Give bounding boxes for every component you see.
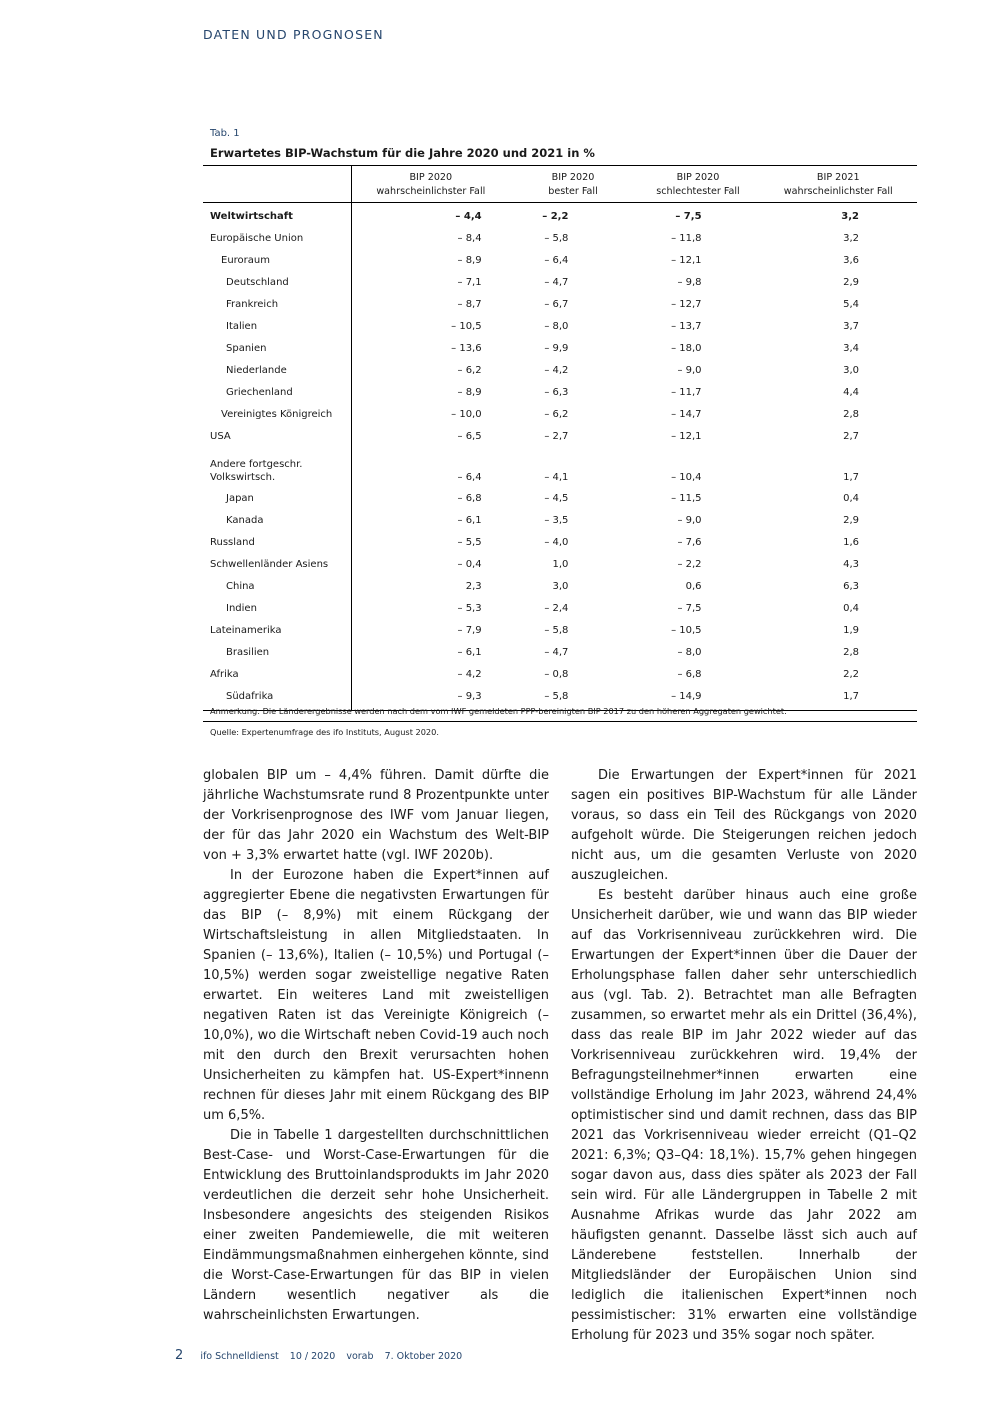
value-cell: 3,4	[843, 343, 859, 355]
country-name: Lateinamerika	[210, 625, 282, 637]
value-cell: 2,8	[843, 409, 859, 421]
note-divider	[203, 721, 917, 722]
value-cell: – 12,7	[671, 298, 702, 310]
value-cell: – 7,6	[677, 536, 702, 548]
value-cell: – 6,3	[544, 387, 569, 399]
value-cell: – 8,7	[457, 298, 482, 310]
publication-name: ifo Schnelldienst	[200, 1351, 279, 1362]
value-cell: 6,3	[843, 580, 859, 592]
value-cell: – 12,1	[671, 254, 702, 266]
value-cell: 3,0	[843, 365, 859, 377]
country-name: Russland	[210, 536, 255, 548]
value-cell: – 9,0	[677, 365, 702, 377]
value-cell: – 10,0	[451, 409, 482, 421]
country-name: Japan	[226, 492, 254, 504]
table-source: Quelle: Expertenumfrage des ifo Instituts, August 2020.	[210, 727, 439, 737]
value-cell: – 4,0	[544, 536, 569, 548]
value-cell: – 7,5	[675, 210, 702, 222]
table-row	[203, 271, 917, 293]
country-name: Indien	[226, 603, 257, 615]
country-name: Andere fortgeschr.	[210, 459, 303, 471]
value-cell: – 2,4	[544, 603, 569, 615]
table-row	[203, 642, 917, 664]
country-cell	[203, 315, 352, 337]
table-row	[203, 249, 917, 271]
table-header-row	[203, 166, 917, 203]
country-name: Europäische Union	[210, 232, 304, 244]
country-name: Schwellenländer Asiens	[210, 558, 329, 570]
value-cell: – 14,9	[636, 686, 759, 711]
table-row	[203, 338, 917, 360]
value-cell: – 11,5	[671, 492, 702, 504]
country-cell	[203, 271, 352, 293]
value-cell: 5,4	[843, 298, 859, 310]
value-cell: – 6,8	[457, 492, 482, 504]
publication-date: 7. Oktober 2020	[384, 1351, 463, 1362]
value-cell: – 4,7	[544, 276, 569, 288]
country-name: Weltwirtschaft	[210, 210, 293, 222]
body-column-right	[571, 766, 917, 1346]
country-cell	[203, 360, 352, 382]
page-footer	[175, 1348, 470, 1363]
value-cell: – 0,4	[457, 558, 482, 570]
country-cell	[203, 598, 352, 620]
value-cell: – 9,3	[352, 686, 510, 711]
country-name: Italien	[226, 321, 258, 333]
table-row	[203, 664, 917, 686]
header-col-2: BIP 2020 bester Fall	[510, 166, 637, 203]
value-cell: – 11,8	[671, 232, 702, 244]
paragraph: Die in Tabelle 1 dargestellten durchschnittlichen Best-Case- und Worst-Case-Erwartungen für die Entwicklung des Bruttoinlandsprodukts im Jahr 2020 verdeutlichen die derzeit sehr hohe Unsicherheit. Insbesondere angesichts des steigenden Risikos einer zweiten Pandemiewelle, die mit weiteren Eindämmungsmaßnahmen einhergehen könnte, sind die Worst-Case-Erwartungen für das BIP in vielen Ländern wesentlich negativer als die wahrscheinlichsten Erwartungen.	[203, 1128, 549, 1323]
value-cell: – 9,0	[677, 514, 702, 526]
table-note: Anmerkung: Die Länderergebnisse werden nach dem vom IWF gemeldeten PPP-bereinigten BIP 2017 zu den höheren Aggregaten gewichtet.	[210, 706, 787, 716]
value-cell: – 7,9	[457, 625, 482, 637]
value-cell: – 5,8	[510, 686, 637, 711]
value-cell: – 4,2	[457, 669, 482, 681]
value-cell: – 6,7	[544, 298, 569, 310]
value-cell: 2,3	[465, 580, 482, 592]
value-cell: – 5,8	[544, 232, 569, 244]
country-cell	[203, 531, 352, 553]
table-label: Tab. 1	[210, 128, 240, 139]
value-cell: – 10,5	[451, 321, 482, 333]
value-cell: 1,7	[760, 686, 917, 711]
value-cell: 2,9	[843, 514, 859, 526]
table-row	[203, 426, 917, 448]
country-cell	[203, 426, 352, 448]
value-cell: 3,2	[843, 232, 859, 244]
country-cell	[203, 509, 352, 531]
country-name: Deutschland	[226, 276, 289, 288]
value-cell: 3,6	[843, 254, 859, 266]
country-name: USA	[210, 431, 231, 443]
value-cell: 0,4	[843, 603, 859, 615]
country-cell	[203, 203, 352, 228]
value-cell: – 6,2	[544, 409, 569, 421]
value-cell: – 9,8	[677, 276, 702, 288]
value-cell: – 8,9	[457, 254, 482, 266]
value-cell: – 10,4	[671, 472, 702, 484]
value-cell: – 13,6	[451, 343, 482, 355]
country-name-line2: Volkswirtsch.	[210, 472, 276, 484]
value-cell: – 2,7	[544, 431, 569, 443]
value-cell: 1,6	[843, 536, 859, 548]
value-cell: 0,6	[685, 580, 702, 592]
country-cell	[203, 448, 352, 487]
value-cell: – 6,5	[457, 431, 482, 443]
paragraph: Die Erwartungen der Expert*innen für 2021 sagen ein positives BIP-Wachstum für alle Länder voraus, so dass ein Teil des Rückgangs von 2020 aufgeholt würde. Die Steigerungen reichen jedoch nicht aus, um die gesamten Verluste von 2020 auszugleichen.	[571, 768, 917, 883]
country-name: China	[226, 580, 255, 592]
gdp-growth-table	[203, 165, 917, 711]
value-cell: – 4,2	[544, 365, 569, 377]
country-cell	[203, 338, 352, 360]
value-cell: – 12,1	[671, 431, 702, 443]
country-name: Niederlande	[226, 365, 287, 377]
value-cell: 3,0	[552, 580, 569, 592]
table-row	[203, 315, 917, 337]
header-col-4: BIP 2021 wahrscheinlichster Fall	[760, 166, 917, 203]
table-title: Erwartetes BIP-Wachstum für die Jahre 2020 und 2021 in %	[210, 146, 595, 160]
value-cell: – 7,5	[677, 603, 702, 615]
paragraph: globalen BIP um – 4,4% führen. Damit dürfte die jährliche Wachstumsrate rund 8 Prozentpunkte unter der Vorkrisenprognose des IWF vom Januar liegen, der für das Jahr 2020 ein Wachstum des Welt-BIP von + 3,3% erwartet hatte (vgl. IWF 2020b).	[203, 768, 549, 863]
value-cell: 0,4	[843, 492, 859, 504]
value-cell: – 14,7	[671, 409, 702, 421]
table-row	[203, 448, 917, 487]
value-cell: – 13,7	[671, 321, 702, 333]
table-row	[203, 598, 917, 620]
value-cell: – 5,5	[457, 536, 482, 548]
table-row	[203, 487, 917, 509]
value-cell: – 4,4	[455, 210, 482, 222]
value-cell: 4,4	[843, 387, 859, 399]
value-cell: 3,7	[843, 321, 859, 333]
value-cell: 2,9	[843, 276, 859, 288]
value-cell: – 9,9	[544, 343, 569, 355]
country-cell	[203, 227, 352, 249]
value-cell: 4,3	[843, 558, 859, 570]
country-cell	[203, 553, 352, 575]
country-name: Griechenland	[226, 387, 293, 399]
issue-status: vorab	[346, 1351, 374, 1362]
country-cell	[203, 249, 352, 271]
country-name: Vereinigtes Königreich	[221, 409, 333, 421]
value-cell: – 18,0	[671, 343, 702, 355]
value-cell: – 10,5	[671, 625, 702, 637]
country-cell	[203, 575, 352, 597]
table-row	[203, 382, 917, 404]
table-row	[203, 360, 917, 382]
table-row	[203, 203, 917, 228]
table-row	[203, 553, 917, 575]
country-name: Südafrika	[226, 691, 274, 703]
value-cell: – 6,1	[457, 514, 482, 526]
value-cell: – 0,8	[544, 669, 569, 681]
value-cell: 2,8	[843, 647, 859, 659]
value-cell: – 5,8	[544, 625, 569, 637]
value-cell: – 8,9	[457, 387, 482, 399]
country-cell	[203, 642, 352, 664]
table-row	[203, 575, 917, 597]
section-header: DATEN UND PROGNOSEN	[203, 27, 384, 42]
value-cell: 3,2	[841, 210, 859, 222]
value-cell: – 2,2	[542, 210, 569, 222]
value-cell: – 6,4	[457, 472, 482, 484]
value-cell: – 4,1	[544, 472, 569, 484]
value-cell: – 5,3	[457, 603, 482, 615]
value-cell: – 6,4	[544, 254, 569, 266]
value-cell: 1,0	[552, 558, 569, 570]
value-cell: – 6,8	[677, 669, 702, 681]
country-name: Frankreich	[226, 298, 279, 310]
country-name: Afrika	[210, 669, 239, 681]
issue-number: 10 / 2020	[289, 1351, 336, 1362]
value-cell: – 11,7	[671, 387, 702, 399]
header-col-3: BIP 2020 schlechtester Fall	[636, 166, 759, 203]
body-column-left	[203, 766, 549, 1326]
value-cell: – 2,2	[677, 558, 702, 570]
country-name: Euroraum	[221, 254, 270, 266]
header-country	[203, 166, 352, 203]
value-cell: – 6,1	[457, 647, 482, 659]
table-row	[203, 293, 917, 315]
table-row	[203, 620, 917, 642]
country-name: Brasilien	[226, 647, 270, 659]
value-cell: – 4,7	[544, 647, 569, 659]
paragraph: Es besteht darüber hinaus auch eine große Unsicherheit darüber, wie und wann das BIP wieder auf das Vorkrisenniveau zurückkehren wird. Die Erwartungen der Expert*innen über die Dauer der Erholungsphase fallen daher sehr unterschiedlich aus (vgl. Tab. 2). Betrachtet man alle Befragten zusammen, so erwartet mehr als ein Drittel (36,4%), dass das reale BIP im Jahr 2022 wieder auf das Vorkrisenniveau zurückkehren wird. 19,4% der Befragungsteilnehmer*innen erwarten eine vollständige Erholung im Jahr 2023, während 24,4% optimistischer sind und damit rechnen, dass das BIP 2021 das Vorkrisenniveau wieder erreicht (Q1–Q2 2021: 6,3%; Q3–Q4: 18,1%). 15,7% gehen hingegen sogar davon aus, dass dies später als 2023 der Fall sein wird. Für alle Ländergruppen in Tabelle 2 mit Ausnahme Afrikas wurde das Jahr 2022 am häufigsten genannt. Dasselbe lässt sich auch auf Länderebene feststellen. Innerhalb der Mitgliedsländer der Europäischen Union sind lediglich die italienischen Expert*innen noch pessimistischer: 31% erwarten eine vollständige Erholung für 2023 und 35% sogar noch später.	[571, 888, 917, 1343]
table-row	[203, 227, 917, 249]
value-cell: – 7,1	[457, 276, 482, 288]
country-name: Kanada	[226, 514, 264, 526]
table-row	[203, 531, 917, 553]
country-cell	[203, 487, 352, 509]
value-cell: – 3,5	[544, 514, 569, 526]
page-number: 2	[175, 1348, 184, 1363]
value-cell: – 8,0	[544, 321, 569, 333]
country-cell	[203, 382, 352, 404]
value-cell: – 6,2	[457, 365, 482, 377]
value-cell: – 4,5	[544, 492, 569, 504]
value-cell: 1,9	[843, 625, 859, 637]
value-cell: – 8,0	[677, 647, 702, 659]
header-col-1: BIP 2020 wahrscheinlichster Fall	[352, 166, 510, 203]
country-cell	[203, 664, 352, 686]
country-cell	[203, 404, 352, 426]
country-cell	[203, 293, 352, 315]
value-cell: 1,7	[843, 472, 859, 484]
table-row	[203, 509, 917, 531]
paragraph: In der Eurozone haben die Expert*innen auf aggregierter Ebene die negativsten Erwartungen für das BIP (– 8,9%) mit einem Rückgang der Wirtschaftsleistung in allen Mitgliedstaaten. In Spanien (– 13,6%), Italien (– 10,5%) und Portugal (– 10,5%) werden sogar zweistellige negative Raten erwartet. Ein weiteres Land mit zweistelligen negativen Raten ist das Vereinigte Königreich (– 10,0%), wo die Wirtschaft neben Covid-19 auch noch mit den durch den Brexit verursachten hohen Unsicherheiten zu kämpfen hat. US-Expert*innenn rechnen für dieses Jahr mit einem Rückgang des BIP um 6,5%.	[203, 868, 549, 1123]
value-cell: 2,7	[843, 431, 859, 443]
country-name: Spanien	[226, 343, 267, 355]
value-cell: 2,2	[843, 669, 859, 681]
country-cell	[203, 620, 352, 642]
table-row	[203, 404, 917, 426]
value-cell: – 8,4	[457, 232, 482, 244]
